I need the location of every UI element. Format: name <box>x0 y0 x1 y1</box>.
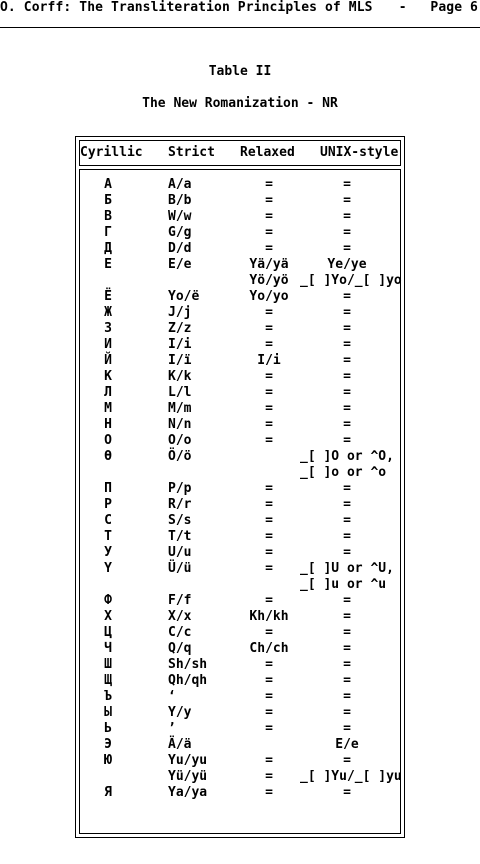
unix-cell: E/e <box>335 737 359 752</box>
unix-cell: = <box>343 369 351 384</box>
strict-cell: F/f <box>168 593 192 608</box>
table-row <box>76 593 406 609</box>
strict-cell: ’ <box>168 721 176 736</box>
strict-cell: Z/z <box>168 321 192 336</box>
table-row <box>76 177 406 193</box>
cyrillic-cell: О <box>104 433 112 448</box>
strict-cell: W/w <box>168 209 192 224</box>
table-row <box>76 225 406 241</box>
unix-cell: _[ ]o or ^o <box>300 465 387 480</box>
table-row <box>76 209 406 225</box>
table-row <box>76 657 406 673</box>
romanization-table <box>75 136 405 838</box>
relaxed-cell: = <box>265 337 273 352</box>
page-header <box>0 0 480 16</box>
relaxed-cell: = <box>265 225 273 240</box>
strict-cell: I/i <box>168 337 192 352</box>
relaxed-cell: = <box>265 529 273 544</box>
strict-cell: O/o <box>168 433 192 448</box>
unix-cell: = <box>343 193 351 208</box>
strict-cell: Qh/qh <box>168 673 208 688</box>
relaxed-cell: Yö/yö <box>249 273 289 288</box>
relaxed-cell: = <box>265 321 273 336</box>
relaxed-cell: = <box>265 417 273 432</box>
cyrillic-cell: Б <box>104 193 112 208</box>
table-row <box>76 321 406 337</box>
cyrillic-cell: Х <box>104 609 112 624</box>
table-row <box>76 497 406 513</box>
relaxed-cell: = <box>265 481 273 496</box>
relaxed-cell: = <box>265 401 273 416</box>
cyrillic-cell: Ө <box>104 449 112 464</box>
unix-cell: = <box>343 401 351 416</box>
unix-cell: = <box>343 209 351 224</box>
strict-cell: Ü/ü <box>168 561 192 576</box>
unix-cell: = <box>343 225 351 240</box>
cyrillic-cell: Ъ <box>104 689 112 704</box>
cyrillic-cell: А <box>104 177 112 192</box>
relaxed-cell: = <box>265 385 273 400</box>
unix-cell: = <box>343 641 351 656</box>
strict-cell: A/a <box>168 177 192 192</box>
unix-cell: = <box>343 241 351 256</box>
unix-cell: = <box>343 673 351 688</box>
unix-cell: = <box>343 289 351 304</box>
cyrillic-cell: М <box>104 401 112 416</box>
strict-cell: X/x <box>168 609 192 624</box>
strict-cell: G/g <box>168 225 192 240</box>
strict-cell: N/n <box>168 417 192 432</box>
unix-cell: _[ ]U or ^U, <box>300 561 394 576</box>
relaxed-cell: = <box>265 177 273 192</box>
relaxed-cell: Ch/ch <box>249 641 289 656</box>
strict-cell: Yu/yu <box>168 753 208 768</box>
strict-cell: Yü/yü <box>168 769 208 784</box>
unix-cell: = <box>343 497 351 512</box>
table-row <box>76 769 406 785</box>
strict-cell: L/l <box>168 385 192 400</box>
table-row <box>76 577 406 593</box>
table-row <box>76 529 406 545</box>
strict-cell: S/s <box>168 513 192 528</box>
table-row <box>76 753 406 769</box>
relaxed-cell: = <box>265 657 273 672</box>
cyrillic-cell: Ь <box>104 721 112 736</box>
unix-cell: = <box>343 545 351 560</box>
relaxed-cell: = <box>265 497 273 512</box>
strict-cell: R/r <box>168 497 192 512</box>
table-title: Table II <box>208 64 272 79</box>
strict-cell: J/j <box>168 305 192 320</box>
table-row <box>76 241 406 257</box>
table-row <box>76 545 406 561</box>
cyrillic-cell: Е <box>104 257 112 272</box>
unix-cell: = <box>343 625 351 640</box>
unix-cell: = <box>343 513 351 528</box>
table-row <box>76 401 406 417</box>
unix-cell: = <box>343 705 351 720</box>
cyrillic-cell: Т <box>104 529 112 544</box>
cyrillic-cell: Ч <box>104 641 112 656</box>
cyrillic-cell: Ц <box>104 625 112 640</box>
strict-cell: E/e <box>168 257 192 272</box>
header-divider <box>0 27 480 28</box>
relaxed-cell: Kh/kh <box>249 609 289 624</box>
cyrillic-cell: С <box>104 513 112 528</box>
strict-cell: I/ï <box>168 353 192 368</box>
cyrillic-cell: Р <box>104 497 112 512</box>
table-row <box>76 689 406 705</box>
table-row <box>76 369 406 385</box>
table-row <box>76 513 406 529</box>
strict-cell: Ä/ä <box>168 737 192 752</box>
cyrillic-cell: Г <box>104 225 112 240</box>
table-row <box>76 433 406 449</box>
cyrillic-cell: И <box>104 337 112 352</box>
relaxed-cell: = <box>265 193 273 208</box>
relaxed-cell: = <box>265 689 273 704</box>
unix-cell: Ye/ye <box>327 257 367 272</box>
strict-cell: T/t <box>168 529 192 544</box>
unix-cell: = <box>343 721 351 736</box>
table-row <box>76 673 406 689</box>
unix-cell: _[ ]Yo/_[ ]yo <box>300 273 402 288</box>
relaxed-cell: = <box>265 369 273 384</box>
page-number: - Page 6 <box>398 0 478 15</box>
relaxed-cell: = <box>265 593 273 608</box>
cyrillic-cell: Ү <box>104 561 112 576</box>
unix-cell: _[ ]u or ^u <box>300 577 387 592</box>
column-header-strict: Strict <box>168 145 215 160</box>
unix-cell: = <box>343 785 351 800</box>
strict-cell: B/b <box>168 193 192 208</box>
table-row <box>76 337 406 353</box>
table-subtitle: The New Romanization - NR <box>142 96 338 111</box>
relaxed-cell: I/i <box>257 353 281 368</box>
cyrillic-cell: Й <box>104 353 112 368</box>
cyrillic-cell: Д <box>104 241 112 256</box>
unix-cell: = <box>343 593 351 608</box>
strict-cell: Ö/ö <box>168 449 192 464</box>
table-row <box>76 561 406 577</box>
relaxed-cell: Yo/yo <box>249 289 289 304</box>
cyrillic-cell: Н <box>104 417 112 432</box>
strict-cell: Yo/ë <box>168 289 200 304</box>
header-title: O. Corff: The Transliteration Principles of MLS <box>0 0 373 15</box>
strict-cell: Y/y <box>168 705 192 720</box>
relaxed-cell: = <box>265 561 273 576</box>
cyrillic-cell: Ф <box>104 593 112 608</box>
relaxed-cell: = <box>265 625 273 640</box>
relaxed-cell: = <box>265 513 273 528</box>
unix-cell: = <box>343 385 351 400</box>
strict-cell: C/c <box>168 625 192 640</box>
cyrillic-cell: Щ <box>104 673 112 688</box>
unix-cell: = <box>343 353 351 368</box>
unix-cell: _[ ]Yu/_[ ]yu <box>300 769 402 784</box>
unix-cell: = <box>343 609 351 624</box>
table-row <box>76 449 406 465</box>
cyrillic-cell: У <box>104 545 112 560</box>
strict-cell: P/p <box>168 481 192 496</box>
column-header-unix: UNIX-style <box>320 145 399 160</box>
relaxed-cell: Yä/yä <box>249 257 289 272</box>
table-row <box>76 305 406 321</box>
unix-cell: = <box>343 689 351 704</box>
relaxed-cell: = <box>265 305 273 320</box>
strict-cell: K/k <box>168 369 192 384</box>
relaxed-cell: = <box>265 209 273 224</box>
unix-cell: = <box>343 337 351 352</box>
table-row <box>76 257 406 273</box>
table-row <box>76 353 406 369</box>
table-row <box>76 785 406 801</box>
strict-cell: M/m <box>168 401 192 416</box>
table-row <box>76 641 406 657</box>
cyrillic-cell: П <box>104 481 112 496</box>
unix-cell: = <box>343 417 351 432</box>
table-row <box>76 609 406 625</box>
unix-cell: = <box>343 529 351 544</box>
strict-cell: D/d <box>168 241 192 256</box>
relaxed-cell: = <box>265 241 273 256</box>
relaxed-cell: = <box>265 705 273 720</box>
cyrillic-cell: К <box>104 369 112 384</box>
relaxed-cell: = <box>265 785 273 800</box>
table-row <box>76 481 406 497</box>
relaxed-cell: = <box>265 769 273 784</box>
unix-cell: = <box>343 305 351 320</box>
table-row <box>76 417 406 433</box>
unix-cell: _[ ]O or ^O, <box>300 449 394 464</box>
unix-cell: = <box>343 753 351 768</box>
cyrillic-cell: Ж <box>104 305 112 320</box>
unix-cell: = <box>343 433 351 448</box>
table-row <box>76 705 406 721</box>
table-row <box>76 737 406 753</box>
relaxed-cell: = <box>265 545 273 560</box>
table-row <box>76 273 406 289</box>
relaxed-cell: = <box>265 433 273 448</box>
table-row <box>76 385 406 401</box>
column-header-cyrillic: Cyrillic <box>80 145 143 160</box>
cyrillic-cell: З <box>104 321 112 336</box>
strict-cell: Sh/sh <box>168 657 208 672</box>
table-row <box>76 289 406 305</box>
cyrillic-cell: В <box>104 209 112 224</box>
cyrillic-cell: Л <box>104 385 112 400</box>
cyrillic-cell: Э <box>104 737 112 752</box>
cyrillic-cell: Ю <box>104 753 112 768</box>
cyrillic-cell: Ш <box>104 657 112 672</box>
strict-cell: Ya/ya <box>168 785 208 800</box>
column-header-relaxed: Relaxed <box>240 145 295 160</box>
strict-cell: ‘ <box>168 689 176 704</box>
table-row <box>76 721 406 737</box>
cyrillic-cell: Ы <box>104 705 112 720</box>
unix-cell: = <box>343 177 351 192</box>
relaxed-cell: = <box>265 721 273 736</box>
unix-cell: = <box>343 481 351 496</box>
cyrillic-cell: Ё <box>104 289 112 304</box>
strict-cell: Q/q <box>168 641 192 656</box>
table-row <box>76 465 406 481</box>
relaxed-cell: = <box>265 753 273 768</box>
relaxed-cell: = <box>265 673 273 688</box>
table-row <box>76 193 406 209</box>
strict-cell: U/u <box>168 545 192 560</box>
table-row <box>76 625 406 641</box>
unix-cell: = <box>343 321 351 336</box>
unix-cell: = <box>343 657 351 672</box>
cyrillic-cell: Я <box>104 785 112 800</box>
